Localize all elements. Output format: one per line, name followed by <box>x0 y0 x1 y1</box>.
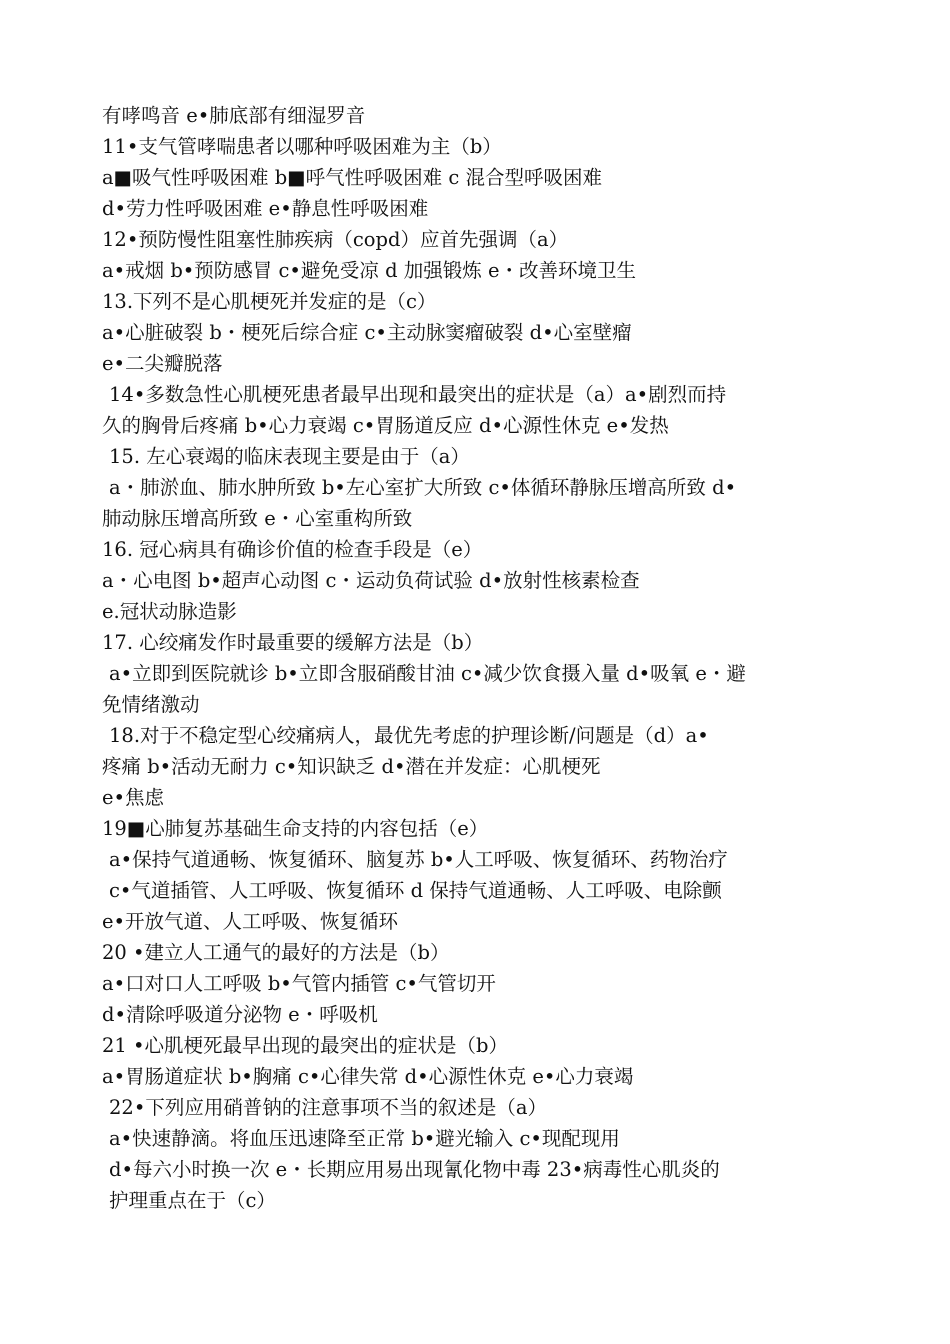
text-line: 18.对于不稳定型心绞痛病人，最优先考虑的护理诊断/问题是（d）a• <box>109 724 709 747</box>
text-line: 22•下列应用硝普钠的注意事项不当的叙述是（a） <box>109 1096 547 1119</box>
text-line: 有哮鸣音 e•肺底部有细湿罗音 <box>102 104 366 127</box>
document-body <box>102 100 842 1216</box>
text-line: 护理重点在于（c） <box>109 1189 276 1212</box>
text-line: 11•支气管哮喘患者以哪种呼吸困难为主（b） <box>102 135 502 158</box>
text-line: a•口对口人工呼吸 b•气管内插管 c•气管切开 <box>102 972 496 995</box>
text-line: c•气道插管、人工呼吸、恢复循环 d 保持气道通畅、人工呼吸、电除颤 <box>109 879 722 902</box>
text-line: a•胃肠道症状 b•胸痛 c•心律失常 d•心源性休克 e•心力衰竭 <box>102 1065 634 1088</box>
text-line: e•开放气道、人工呼吸、恢复循环 <box>102 910 399 933</box>
text-line: 20 •建立人工通气的最好的方法是（b） <box>102 941 450 964</box>
text-line: 19■心肺复苏基础生命支持的内容包括（e） <box>102 817 489 840</box>
text-line: a•戒烟 b•预防感冒 c•避免受凉 d 加强锻炼 e・改善环境卫生 <box>102 259 637 282</box>
text-line: e•二尖瓣脱落 <box>102 352 223 375</box>
text-line: e•焦虑 <box>102 786 165 809</box>
text-line: 12•预防慢性阻塞性肺疾病（copd）应首先强调（a） <box>102 228 569 251</box>
text-line: 17. 心绞痛发作时最重要的缓解方法是（b） <box>102 631 484 654</box>
text-line: a•心脏破裂 b・梗死后综合症 c•主动脉窦瘤破裂 d•心室壁瘤 <box>102 321 632 344</box>
text-line: 13.下列不是心肌梗死并发症的是（c） <box>102 290 437 313</box>
text-line: a・心电图 b•超声心动图 c・运动负荷试验 d•放射性核素检查 <box>102 569 640 592</box>
text-line: a■吸气性呼吸困难 b■呼气性呼吸困难 c 混合型呼吸困难 <box>102 166 602 189</box>
text-line: 久的胸骨后疼痛 b•心力衰竭 c•胃肠道反应 d•心源性休克 e•发热 <box>102 414 669 437</box>
text-line: 16. 冠心病具有确诊价值的检查手段是（e） <box>102 538 483 561</box>
text-line: 肺动脉压增高所致 e・心室重构所致 <box>102 507 413 530</box>
text-line: d•每六小时换一次 e・长期应用易出现氰化物中毒 23•病毒性心肌炎的 <box>109 1158 720 1181</box>
text-line: 15. 左心衰竭的临床表现主要是由于（a） <box>109 445 470 468</box>
text-line: a•保持气道通畅、恢复循环、脑复苏 b•人工呼吸、恢复循环、药物治疗 <box>109 848 728 871</box>
text-line: 14•多数急性心肌梗死患者最早出现和最突出的症状是（a）a•剧烈而持 <box>109 383 727 406</box>
text-line: 21 •心肌梗死最早出现的最突出的症状是（b） <box>102 1034 508 1057</box>
text-line: d•清除呼吸道分泌物 e・呼吸机 <box>102 1003 378 1026</box>
text-line: 免情绪激动 <box>102 693 200 716</box>
text-line: a•立即到医院就诊 b•立即含服硝酸甘油 c•减少饮食摄入量 d•吸氧 e・避 <box>109 662 746 685</box>
text-line: d•劳力性呼吸困难 e•静息性呼吸困难 <box>102 197 429 220</box>
text-line: 疼痛 b•活动无耐力 c•知识缺乏 d•潜在并发症：心肌梗死 <box>102 755 601 778</box>
text-line: e.冠状动脉造影 <box>102 600 237 623</box>
text-line: a•快速静滴。将血压迅速降至正常 b•避光输入 c•现配现用 <box>109 1127 620 1150</box>
text-line: a・肺淤血、肺水肿所致 b•左心室扩大所致 c•体循环静脉压增高所致 d• <box>109 476 737 499</box>
